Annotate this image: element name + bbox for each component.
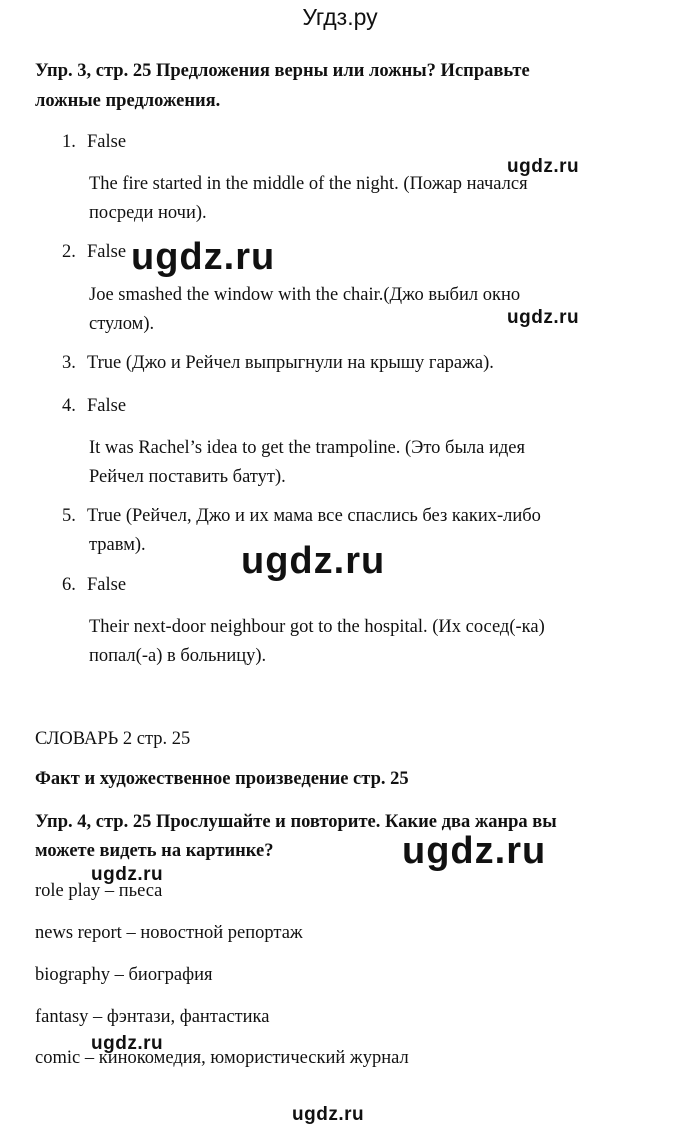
item-explanation-line: It was Rachel’s idea to get the trampoline. (Это была идея: [89, 438, 525, 458]
watermark: ugdz.ru: [507, 307, 580, 328]
item-explanation-line: Their next-door neighbour got to the hospital. (Их сосед(-ка): [89, 617, 545, 637]
watermark: ugdz.ru: [91, 1033, 164, 1054]
glossary-entry: biography – биография: [35, 965, 213, 985]
watermark: ugdz.ru: [91, 864, 164, 885]
item-answer: False: [87, 242, 127, 262]
watermark: ugdz.ru: [292, 1104, 365, 1125]
item-explanation-line: Joe smashed the window with the chair.(Джо выбил окно: [89, 285, 521, 305]
watermark: ugdz.ru: [402, 830, 547, 872]
vocabulary-reference: СЛОВАРЬ 2 стр. 25: [35, 729, 191, 749]
item-number: 3.: [62, 353, 76, 373]
glossary-entry: news report – новостной репортаж: [35, 923, 303, 943]
item-number: 1.: [62, 132, 76, 152]
item-explanation-line: Рейчел поставить батут).: [89, 467, 286, 487]
glossary-entry: comic – кинокомедия, юмористический журнал: [35, 1048, 409, 1068]
watermark: ugdz.ru: [241, 540, 386, 582]
item-number: 4.: [62, 396, 76, 416]
item-explanation-line: травм).: [89, 535, 146, 555]
glossary-entry: role play – пьеса: [35, 881, 163, 901]
watermark: ugdz.ru: [507, 156, 580, 177]
watermark: ugdz.ru: [131, 236, 276, 278]
item-answer: False: [87, 132, 127, 152]
item-explanation-line: попал(-а) в больницу).: [89, 646, 267, 666]
item-number: 2.: [62, 242, 76, 262]
exercise-4-heading-line-1: Упр. 4, стр. 25 Прослушайте и повторите. Какие два жанра вы: [35, 812, 557, 832]
section-heading: Факт и художественное произведение стр. 25: [35, 769, 409, 789]
item-answer: False: [87, 396, 127, 416]
item-answer: True (Джо и Рейчел выпрыгнули на крышу гаража).: [87, 353, 494, 373]
site-title: Угдз.ру: [302, 4, 378, 30]
item-explanation-line: посреди ночи).: [89, 203, 207, 223]
item-explanation-line: стулом).: [89, 314, 155, 334]
item-answer: False: [87, 575, 127, 595]
item-answer: True (Рейчел, Джо и их мама все спаслись без каких-либо: [87, 506, 541, 526]
exercise-3-heading-line-1: Упр. 3, стр. 25 Предложения верны или ложны? Исправьте: [35, 61, 530, 81]
item-number: 5.: [62, 506, 76, 526]
exercise-3-heading-line-2: ложные предложения.: [35, 91, 221, 111]
glossary-entry: fantasy – фэнтази, фантастика: [35, 1007, 270, 1027]
item-number: 6.: [62, 575, 76, 595]
exercise-4-heading-line-2: можете видеть на картинке?: [35, 841, 274, 861]
item-explanation-line: The fire started in the middle of the night. (Пожар начался: [89, 174, 528, 194]
